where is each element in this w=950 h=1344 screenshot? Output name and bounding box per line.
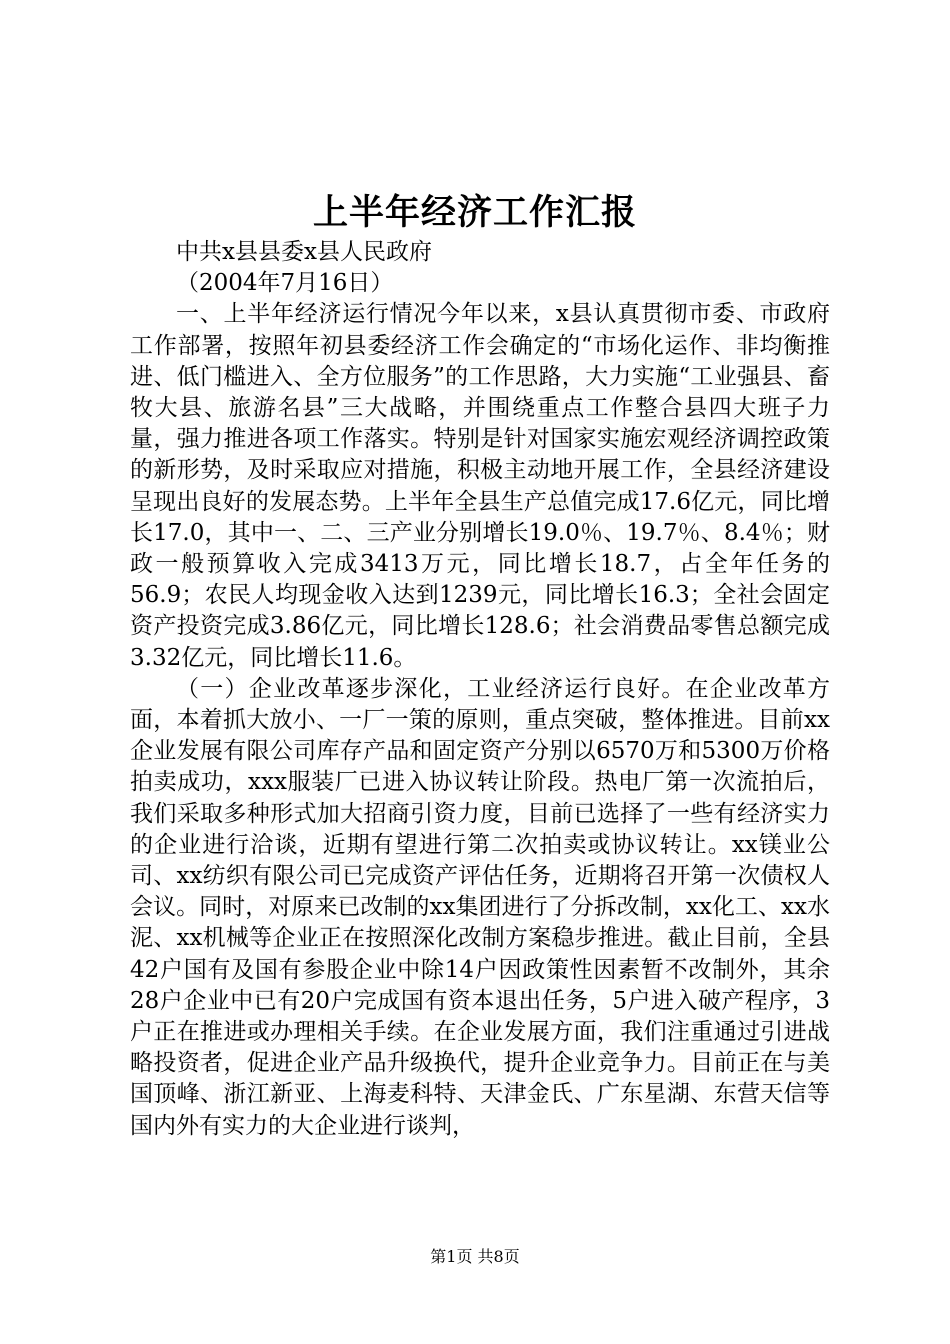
author-line: 中共x县县委x县人民政府: [176, 239, 432, 265]
document-body: [130, 237, 830, 1142]
date-line: （2004年7月16日）: [176, 270, 394, 297]
paragraph: 一、上半年经济运行情况今年以来，x县认真贯彻市委、市政府工作部署，按照年初县委经济工作会确定的“市场化运作、非均衡推进、低门槛进入、全方位服务”的工作思路，大力实施“工业强县、畜牧大县、旅游名县”三大战略，并围绕重点工作整合县四大班子力量，强力推进各项工作落实。特别是针对国家实施宏观经济调控政策的新形势，及时采取应对措施，积极主动地开展工作，全县经济建设呈现出良好的发展态势。上半年全县生产总值完成17.6亿元，同比增长17.0，其中一、二、三产业分别增长19.0％、19.7％、8.4％；财政一般预算收入完成3413万元，同比增长18.7，占全年任务的56.9；农民人均现金收入达到1239元，同比增长16.3；全社会固定资产投资完成3.86亿元，同比增长128.6；社会消费品零售总额完成3.32亿元，同比增长11.6。: [130, 301, 830, 671]
document-title: 上半年经济工作汇报: [312, 192, 637, 233]
paragraph: （一）企业改革逐步深化，工业经济运行良好。在企业改革方面，本着抓大放小、一厂一策的原则，重点突破，整体推进。目前xx企业发展有限公司库存产品和固定资产分别以6570万和5300万价格拍卖成功，xxx服装厂已进入协议转让阶段。热电厂第一次流拍后，我们采取多种形式加大招商引资力度，目前已选择了一些有经济实力的企业进行洽谈，近期有望进行第二次拍卖或协议转让。xx镁业公司、xx纺织有限公司已完成资产评估任务，近期将召开第一次债权人会议。同时，对原来已改制的xx集团进行了分拆改制，xx化工、xx水泥、xx机械等企业正在按照深化改制方案稳步推进。截止目前，全县42户国有及国有参股企业中除14户因政策性因素暂不改制外，其余28户企业中已有20户完成国有资本退出任务，5户进入破产程序，3户正在推进或办理相关手续。在企业发展方面，我们注重通过引进战略投资者，促进企业产品升级换代，提升企业竞争力。目前正在与美国顶峰、浙江新亚、上海麦科特、天津金氏、广东星湖、东营天信等国内外有实力的大企业进行谈判，: [130, 675, 830, 1139]
page-indicator: 第1页 共8页: [430, 1247, 520, 1266]
